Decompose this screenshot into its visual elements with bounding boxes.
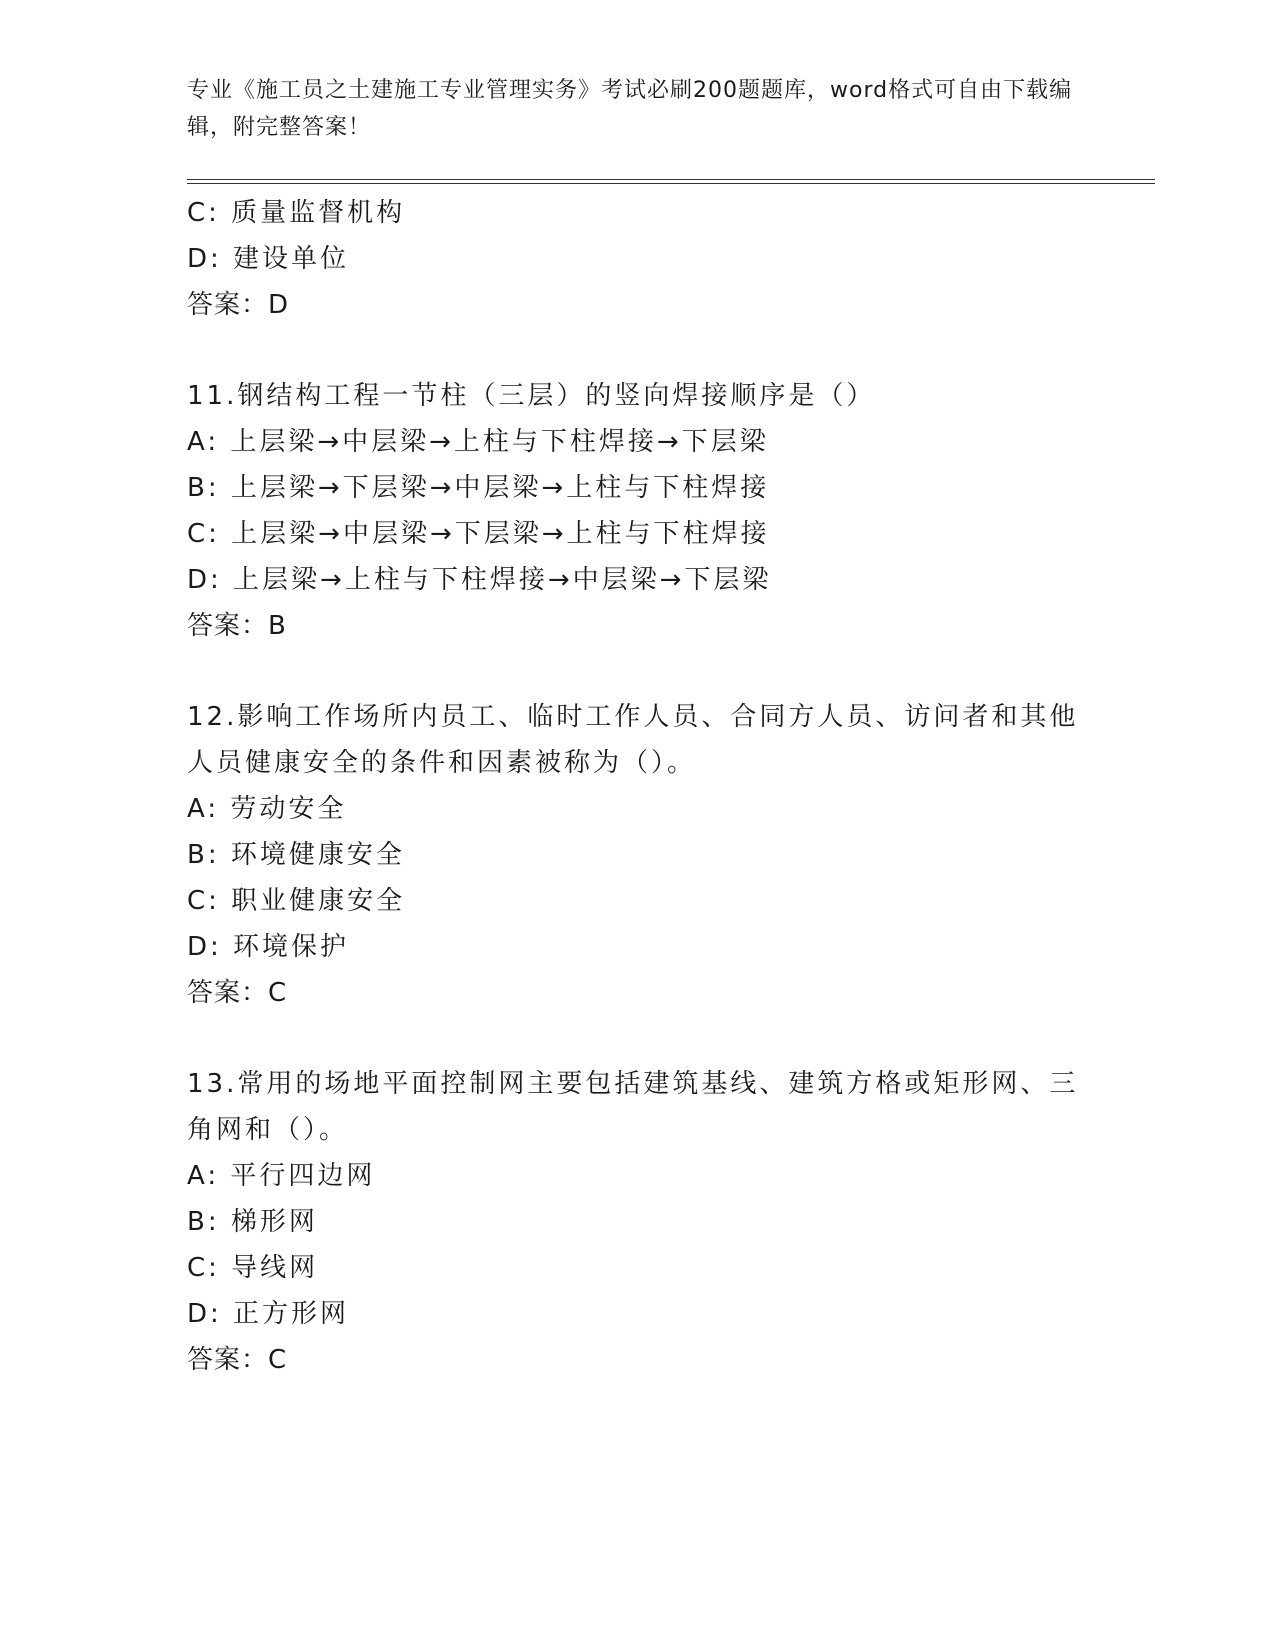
carryover-question xyxy=(187,190,1087,328)
header-divider-bottom xyxy=(187,183,1155,184)
question-12 xyxy=(187,694,1087,1016)
question-stem: 12.影响工作场所内员工、临时工作人员、合同方人员、访问者和其他人员健康安全的条件和因素被称为（）。 xyxy=(187,702,1079,778)
question-stem: 13.常用的场地平面控制网主要包括建筑基线、建筑方格或矩形网、三角网和（）。 xyxy=(187,1069,1079,1145)
option-a: A: 劳动安全 xyxy=(187,794,347,824)
option-c: C: 质量监督机构 xyxy=(187,198,406,228)
spacer xyxy=(187,649,1087,694)
question-stem: 11.钢结构工程一节柱（三层）的竖向焊接顺序是（） xyxy=(187,381,876,411)
option-c: C: 上层梁→中层梁→下层梁→上柱与下柱焊接 xyxy=(187,519,770,549)
answer-line: 答案：C xyxy=(187,1345,288,1375)
answer-line: 答案：D xyxy=(187,290,290,320)
question-list xyxy=(187,190,1087,1383)
answer-line: 答案：B xyxy=(187,611,287,641)
option-a: A: 上层梁→中层梁→上柱与下柱焊接→下层梁 xyxy=(187,427,769,457)
option-b: B: 梯形网 xyxy=(187,1207,318,1237)
option-d: D: 上层梁→上柱与下柱焊接→中层梁→下层梁 xyxy=(187,565,772,595)
document-header xyxy=(187,72,1087,146)
option-a: A: 平行四边网 xyxy=(187,1161,376,1191)
option-d: D: 环境保护 xyxy=(187,932,350,962)
option-c: C: 导线网 xyxy=(187,1253,319,1283)
spacer xyxy=(187,1016,1087,1061)
header-divider-top xyxy=(187,179,1155,180)
answer-line: 答案：C xyxy=(187,978,288,1008)
header-intro-text: 专业《施工员之土建施工专业管理实务》考试必刷200题题库，word格式可自由下载编辑，附完整答案！ xyxy=(187,78,1073,140)
question-11 xyxy=(187,373,1087,649)
option-d: D: 正方形网 xyxy=(187,1299,350,1329)
option-d: D: 建设单位 xyxy=(187,244,350,274)
option-c: C: 职业健康安全 xyxy=(187,886,406,916)
option-b: B: 环境健康安全 xyxy=(187,840,405,870)
spacer xyxy=(187,328,1087,373)
option-b: B: 上层梁→下层梁→中层梁→上柱与下柱焊接 xyxy=(187,473,770,503)
question-13 xyxy=(187,1061,1087,1383)
